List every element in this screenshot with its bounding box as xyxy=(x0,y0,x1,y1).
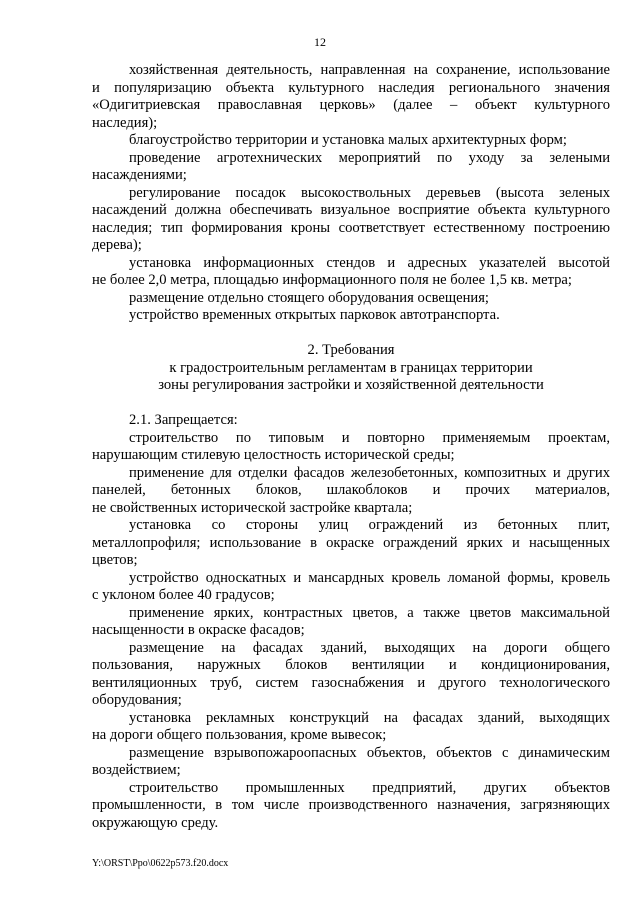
text-line: установка информационных стендов и адресных указателей высотой xyxy=(129,254,610,271)
text-line: дерева); xyxy=(92,237,142,253)
text-line: устройство временных открытых парковок автотранспорта. xyxy=(129,307,500,323)
text-line: хозяйственная деятельность, направленная на сохранение, использование xyxy=(129,62,610,78)
text-line: «Одигитриевская православная церковь» (далее – объект культурного xyxy=(92,97,610,113)
text-line: и популяризацию объекта культурного наследия регионального значения xyxy=(92,79,610,96)
text-line: размещение на фасадах зданий, выходящих на дороги общего xyxy=(129,639,610,656)
section-heading-line: 2. Требования xyxy=(307,342,395,358)
page-number: 12 xyxy=(314,35,326,49)
text-line: регулирование посадок высокоствольных деревьев (высота зеленых xyxy=(129,184,610,201)
text-line: 2.1. Запрещается: xyxy=(129,412,238,428)
text-line: установка со стороны улиц ограждений из бетонных плит, xyxy=(129,517,610,533)
text-line: наследия); xyxy=(92,114,158,131)
text-line: размещение отдельно стоящего оборудования освещения; xyxy=(129,289,489,306)
text-line: размещение взрывопожароопасных объектов, объектов с динамическим xyxy=(129,744,610,761)
document-body xyxy=(92,62,610,832)
text-line: благоустройство территории и установка малых архитектурных форм; xyxy=(129,132,567,148)
text-line: нарушающим стилевую целостность исторической среды; xyxy=(92,447,455,463)
text-line: проведение агротехнических мероприятий по уходу за зелеными xyxy=(129,149,610,166)
text-line: воздействием; xyxy=(92,762,181,778)
text-line: строительство промышленных предприятий, других объектов xyxy=(129,779,610,796)
text-line: не более 2,0 метра, площадью информационного поля не более 1,5 кв. метра; xyxy=(92,272,572,288)
text-line: установка рекламных конструкций на фасадах зданий, выходящих xyxy=(129,709,610,726)
blank-line xyxy=(92,395,610,413)
text-line: металлопрофиля; использование в окраске ограждений ярких и насыщенных xyxy=(92,534,610,551)
text-line: вентиляционных труб, систем газоснабжения и другого технологического xyxy=(92,674,610,691)
text-line: устройство односкатных и мансардных кровель ломаной формы, кровель xyxy=(129,569,610,586)
text-line: с уклоном более 40 градусов; xyxy=(92,587,275,603)
text-line: промышленности, в том числе производственного назначения, загрязняющих xyxy=(92,797,610,813)
text-line: применение ярких, контрастных цветов, а также цветов максимальной xyxy=(129,604,610,621)
section-heading-line: к градостроительным регламентам в границах территории xyxy=(169,359,533,376)
file-path-footer: Y:\ORST\Ppo\0622p573.f20.docx xyxy=(92,858,229,869)
text-line: оборудования; xyxy=(92,692,182,708)
text-line: насыщенности в окраске фасадов; xyxy=(92,622,305,638)
section-heading-line: зоны регулирования застройки и хозяйственной деятельности xyxy=(158,377,544,393)
text-line: панелей, бетонных блоков, шлакоблоков и прочих материалов, xyxy=(92,482,610,498)
blank-line xyxy=(92,325,610,343)
text-line: не свойственных исторической застройке квартала; xyxy=(92,499,413,516)
text-line: применение для отделки фасадов железобетонных, композитных и других xyxy=(129,464,610,481)
text-line: наследия; тип формирования кроны соответствует естественному построению xyxy=(92,219,610,236)
text-line: на дороги общего пользования, кроме вывесок; xyxy=(92,727,387,743)
text-line: насаждений должна обеспечивать визуальное восприятие объекта культурного xyxy=(92,202,610,218)
text-line: насаждениями; xyxy=(92,167,187,183)
text-line: строительство по типовым и повторно применяемым проектам, xyxy=(129,429,610,446)
text-line: цветов; xyxy=(92,552,138,568)
text-line: пользования, наружных блоков вентиляции и кондиционирования, xyxy=(92,657,610,673)
text-line: окружающую среду. xyxy=(92,814,219,831)
